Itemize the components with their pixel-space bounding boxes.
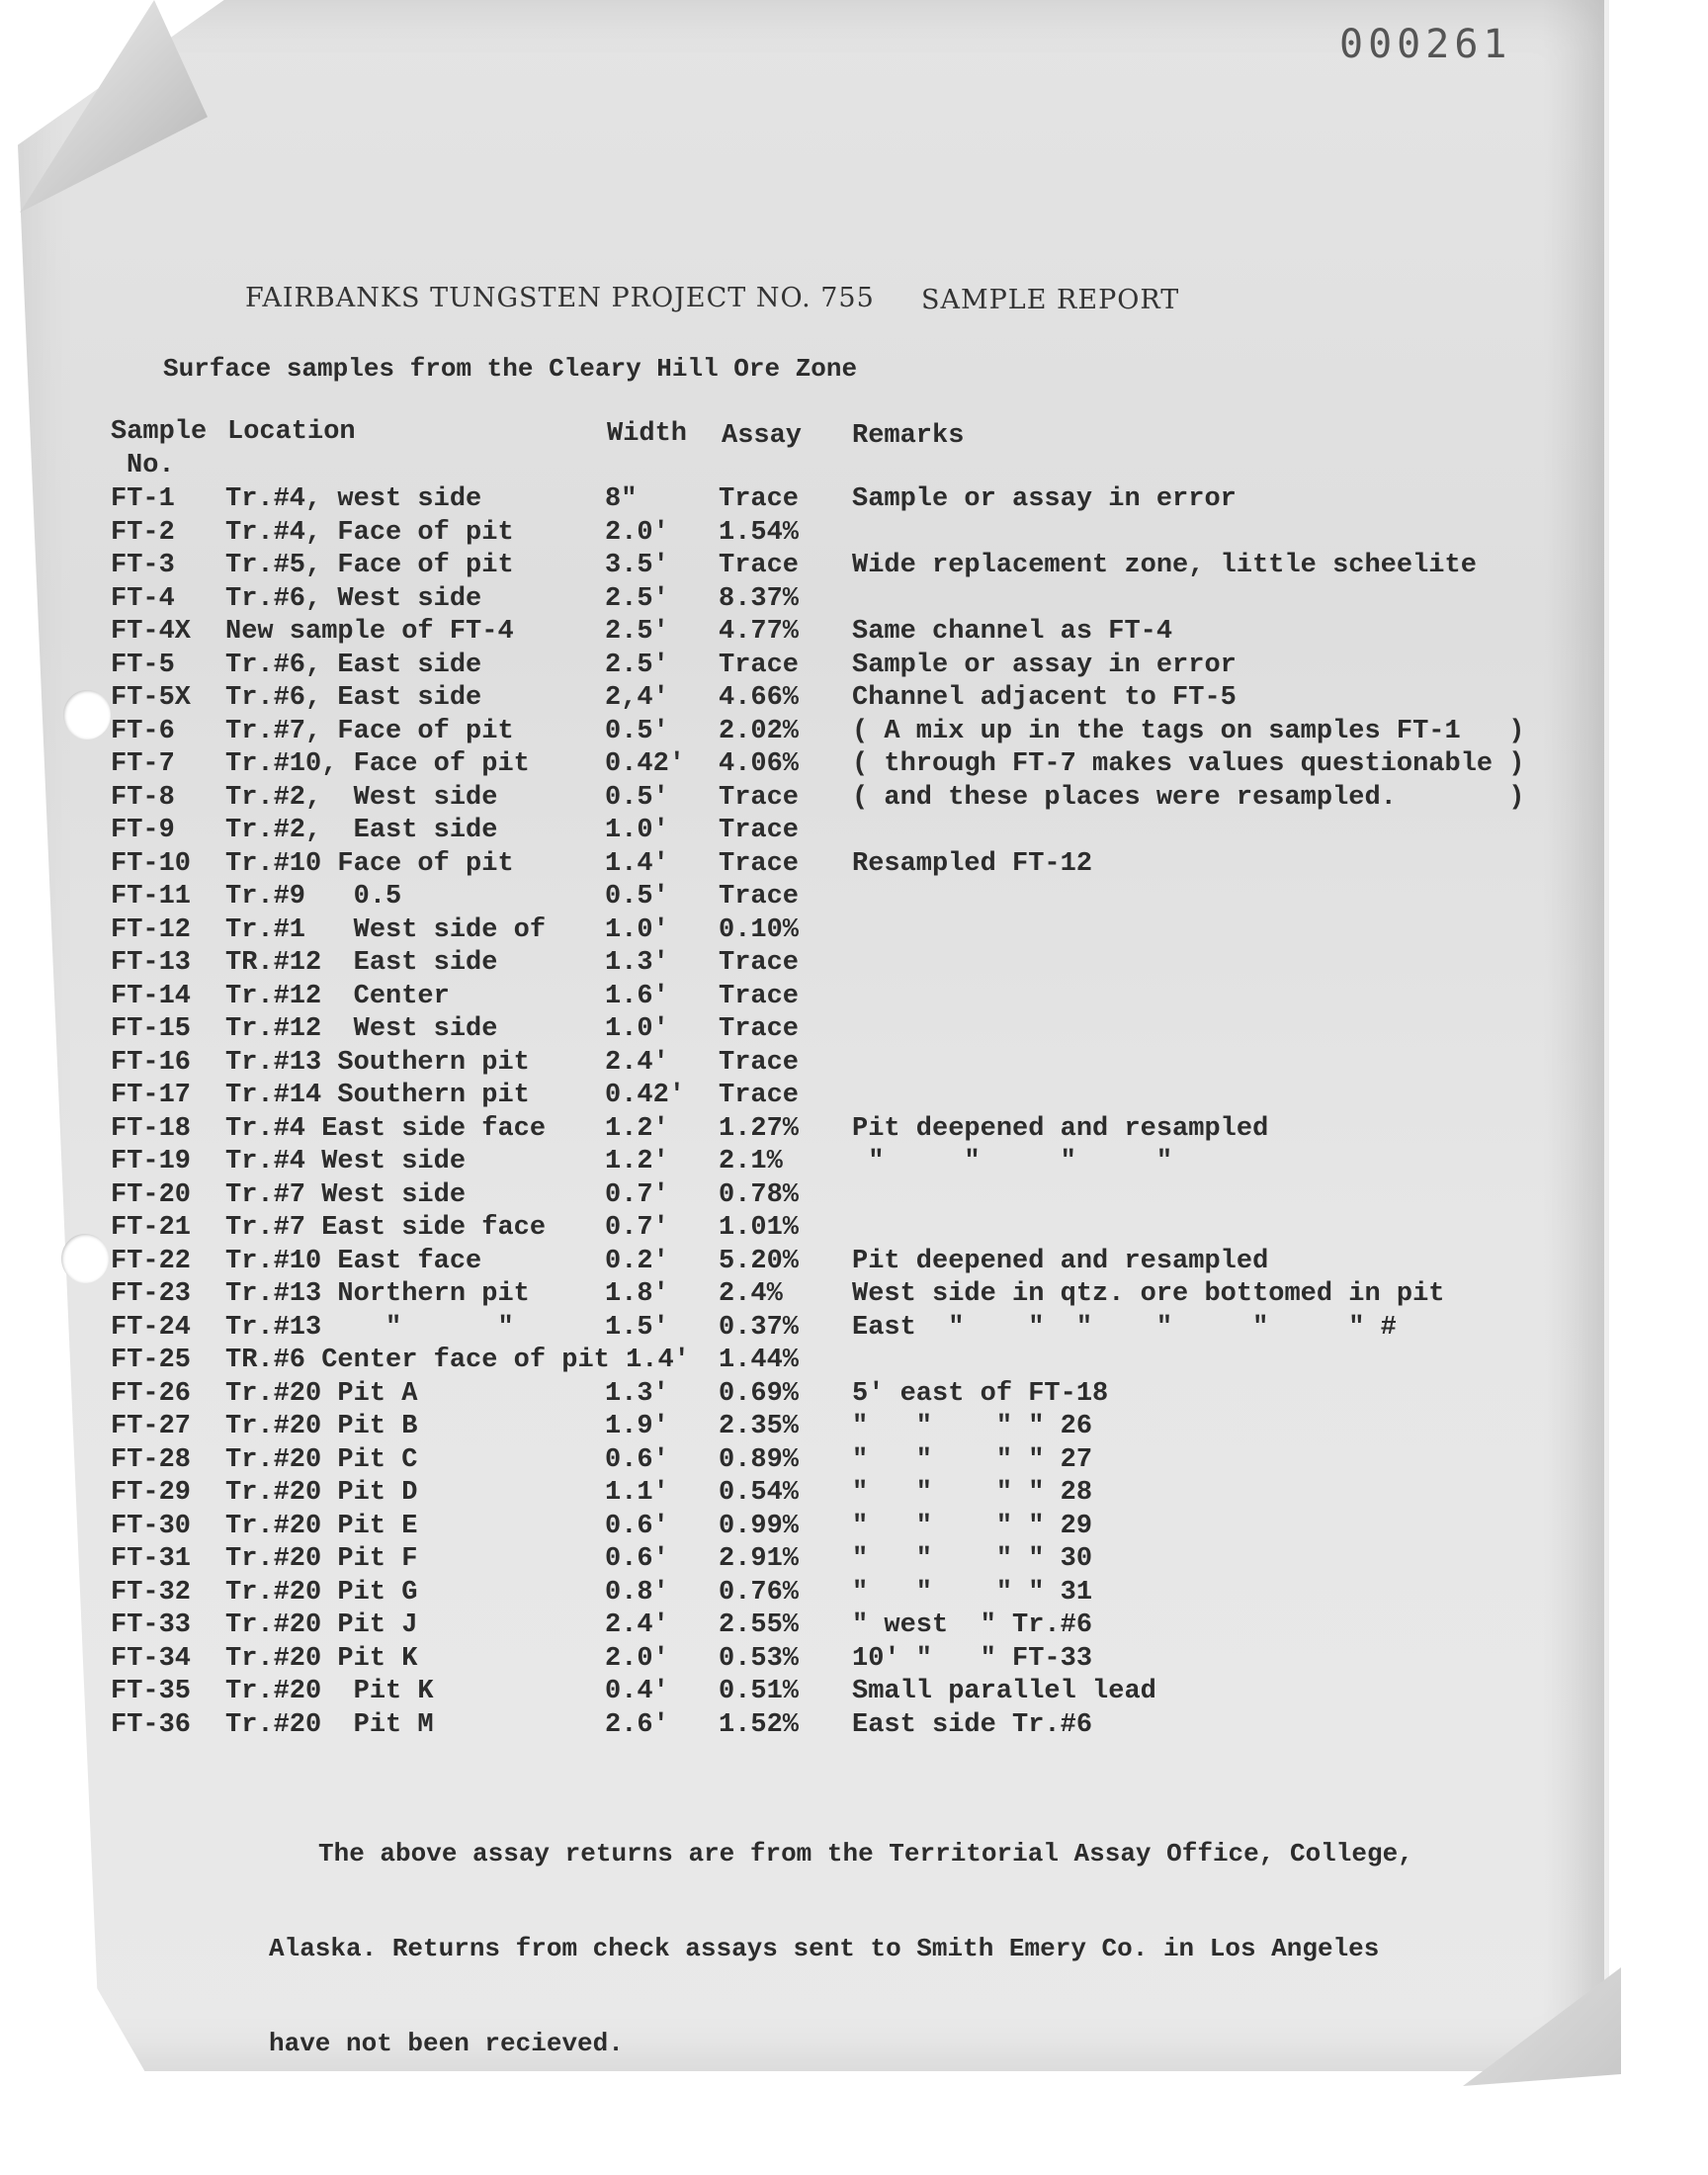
table-row (0, 1081, 1708, 1114)
sample-remarks: Resampled FT-12 (852, 848, 1093, 879)
sample-location: Tr.#12 West side (225, 1014, 498, 1044)
column-header-sample: Sample (111, 417, 208, 447)
sample-assay: Trace (719, 948, 800, 978)
sample-width: 1.2' (605, 1113, 669, 1144)
sample-width: 1.9' (605, 1412, 669, 1441)
table-row (0, 1578, 1708, 1611)
sample-assay: 0.51% (719, 1677, 800, 1706)
sample-remarks: " " " " 28 (852, 1478, 1093, 1508)
column-header-sample-no: No. (127, 451, 175, 480)
sample-assay: Trace (719, 882, 800, 912)
table-row (0, 948, 1708, 982)
sample-number: FT-22 (111, 1246, 192, 1276)
sample-assay: Trace (719, 1014, 800, 1044)
table-row (0, 584, 1708, 618)
sample-remarks: 5' east of FT-18 (852, 1378, 1109, 1409)
sample-location: Tr.#7 East side face (225, 1213, 547, 1243)
table-row (0, 1213, 1708, 1247)
sample-width: 0.42' (605, 749, 686, 779)
report-label: SAMPLE REPORT (921, 285, 1180, 315)
sample-width: 0.8' (605, 1577, 669, 1608)
sample-number: FT-10 (111, 848, 192, 879)
sample-location: Tr.#20 Pit D (225, 1478, 418, 1508)
sample-location: Tr.#6, East side (225, 683, 482, 713)
table-row (0, 717, 1708, 750)
sample-width: 2.0' (605, 517, 669, 548)
sample-remarks: East side Tr.#6 (852, 1709, 1093, 1740)
sample-location: Tr.#7 West side (225, 1179, 467, 1210)
sample-number: FT-9 (111, 816, 175, 845)
sample-number: FT-15 (111, 1014, 192, 1044)
table-row (0, 783, 1708, 817)
sample-remarks: ( and these places were resampled. ) (852, 782, 1525, 813)
table-row (0, 617, 1708, 651)
column-header-assay: Assay (722, 421, 803, 451)
sample-width: 1.5' (605, 1312, 669, 1343)
sample-width: 1.0' (605, 914, 669, 945)
sample-number: FT-7 (111, 749, 175, 779)
table-row (0, 1412, 1708, 1445)
sample-number: FT-25 (111, 1346, 192, 1375)
sample-number: FT-5 (111, 650, 175, 680)
sample-assay: 2.02% (719, 716, 800, 746)
sample-location: Tr.#20 Pit K (225, 1677, 434, 1706)
sample-assay: 0.78% (719, 1179, 800, 1210)
sample-number: FT-13 (111, 948, 192, 978)
sample-remarks: Pit deepened and resampled (852, 1113, 1269, 1144)
sample-number: FT-31 (111, 1544, 192, 1574)
table-row (0, 683, 1708, 717)
sample-assay: 5.20% (719, 1246, 800, 1276)
sample-remarks: Small parallel lead (852, 1677, 1156, 1706)
sample-number: FT-36 (111, 1709, 192, 1740)
sample-number: FT-5X (111, 683, 192, 713)
sample-remarks: ( through FT-7 makes values questionable ) (852, 749, 1525, 779)
sample-number: FT-8 (111, 782, 175, 813)
column-header-width: Width (607, 419, 688, 449)
sample-number: FT-14 (111, 981, 192, 1011)
sample-location: Tr.#7, Face of pit (225, 716, 514, 746)
sample-width: 0.5' (605, 782, 669, 813)
sample-location: Tr.#9 0.5 (225, 882, 402, 912)
sample-number: FT-28 (111, 1444, 192, 1475)
sample-location: Tr.#13 " " (225, 1312, 514, 1343)
sample-remarks: Pit deepened and resampled (852, 1246, 1269, 1276)
sample-assay: 2.4% (719, 1279, 783, 1309)
sample-remarks: Wide replacement zone, little scheelite (852, 551, 1477, 580)
table-row (0, 518, 1708, 552)
sample-assay: 8.37% (719, 583, 800, 614)
sample-remarks: 10' " " FT-33 (852, 1643, 1093, 1674)
sample-assay: 2.91% (719, 1544, 800, 1574)
sample-assay: 0.37% (719, 1312, 800, 1343)
footer-line-1: The above assay returns are from the Territorial Assay Office, College, (318, 1839, 1413, 1869)
sample-location: Tr.#6, East side (225, 650, 482, 680)
sample-assay: Trace (719, 848, 800, 879)
footer-line-3: have not been recieved. (269, 2029, 624, 2058)
sample-width: 1.6' (605, 981, 669, 1011)
table-row (0, 1445, 1708, 1479)
table-row (0, 1247, 1708, 1280)
sample-location: Tr.#4 West side (225, 1147, 467, 1176)
sample-location: TR.#12 East side (225, 948, 498, 978)
sample-number: FT-27 (111, 1412, 192, 1441)
sample-width: 0.5' (605, 716, 669, 746)
sample-remarks: " " " " (852, 1147, 1173, 1176)
sample-assay: 0.69% (719, 1378, 800, 1409)
sample-location: Tr.#20 Pit F (225, 1544, 418, 1574)
sample-assay: Trace (719, 1047, 800, 1078)
sample-location: Tr.#13 Southern pit (225, 1047, 530, 1078)
table-row (0, 982, 1708, 1015)
sample-width: 2,4' (605, 683, 669, 713)
sample-remarks: West side in qtz. ore bottomed in pit (852, 1279, 1445, 1309)
table-row (0, 1180, 1708, 1214)
sample-assay: 0.53% (719, 1643, 800, 1674)
sample-number: FT-29 (111, 1478, 192, 1508)
table-row (0, 1313, 1708, 1347)
table-row (0, 1379, 1708, 1413)
sample-location: TR.#6 Center face of pit 1.4' (225, 1346, 690, 1375)
sample-assay: 1.54% (719, 517, 800, 548)
sample-remarks: " " " " 29 (852, 1511, 1093, 1541)
sample-assay: 0.99% (719, 1511, 800, 1541)
sample-width: 0.6' (605, 1544, 669, 1574)
sample-assay: Trace (719, 782, 800, 813)
sample-remarks: " " " " 26 (852, 1412, 1093, 1441)
sample-width: 8" (605, 484, 638, 514)
sample-assay: 1.01% (719, 1213, 800, 1243)
sample-remarks: ( A mix up in the tags on samples FT-1 ) (852, 716, 1525, 746)
sample-number: FT-26 (111, 1378, 192, 1409)
sample-number: FT-34 (111, 1643, 192, 1674)
sample-number: FT-17 (111, 1081, 192, 1110)
sample-width: 2.5' (605, 583, 669, 614)
sample-width: 2.4' (605, 1610, 669, 1640)
sample-location: Tr.#20 Pit C (225, 1444, 418, 1475)
sample-width: 2.6' (605, 1709, 669, 1740)
sample-width: 0.6' (605, 1444, 669, 1475)
sample-location: Tr.#20 Pit A (225, 1378, 418, 1409)
sample-number: FT-2 (111, 517, 175, 548)
sample-width: 0.7' (605, 1179, 669, 1210)
sample-assay: Trace (719, 484, 800, 514)
report-title: FAIRBANKS TUNGSTEN PROJECT NO. 755 (245, 283, 875, 313)
sample-assay: Trace (719, 551, 800, 580)
sample-number: FT-16 (111, 1047, 192, 1078)
sample-number: FT-18 (111, 1113, 192, 1144)
sample-assay: Trace (719, 650, 800, 680)
sample-location: Tr.#10 East face (225, 1246, 482, 1276)
sample-location: Tr.#4 East side face (225, 1113, 547, 1144)
table-row (0, 1710, 1708, 1744)
table-row (0, 749, 1708, 783)
sample-assay: 1.52% (719, 1709, 800, 1740)
sample-assay: 0.89% (719, 1444, 800, 1475)
table-row (0, 1346, 1708, 1379)
sample-remarks: " " " " 31 (852, 1577, 1093, 1608)
sample-location: Tr.#2, West side (225, 782, 498, 813)
sample-location: Tr.#20 Pit J (225, 1610, 418, 1640)
table-row (0, 1048, 1708, 1082)
sample-number: FT-11 (111, 882, 192, 912)
table-row (0, 1478, 1708, 1512)
sample-remarks: " west " Tr.#6 (852, 1610, 1093, 1640)
sample-location: Tr.#10 Face of pit (225, 848, 514, 879)
sample-number: FT-23 (111, 1279, 192, 1309)
sample-location: Tr.#20 Pit M (225, 1709, 434, 1740)
sample-width: 1.0' (605, 816, 669, 845)
sample-remarks: " " " " 30 (852, 1544, 1093, 1574)
sample-assay: 4.06% (719, 749, 800, 779)
sample-number: FT-33 (111, 1610, 192, 1640)
sample-assay: Trace (719, 1081, 800, 1110)
sample-location: Tr.#13 Northern pit (225, 1279, 530, 1309)
sample-location: Tr.#4, Face of pit (225, 517, 514, 548)
sample-location: Tr.#20 Pit G (225, 1577, 418, 1608)
sample-assay: Trace (719, 816, 800, 845)
table-row (0, 651, 1708, 684)
sample-location: Tr.#12 Center (225, 981, 450, 1011)
sample-number: FT-4X (111, 617, 192, 647)
table-row (0, 849, 1708, 883)
report-subtitle: Surface samples from the Cleary Hill Ore Zone (163, 354, 858, 384)
table-row (0, 915, 1708, 949)
sample-assay: 0.76% (719, 1577, 800, 1608)
sample-assay: 1.44% (719, 1346, 800, 1375)
document-number-stamp: 000261 (1339, 22, 1512, 67)
sample-remarks: Channel adjacent to FT-5 (852, 683, 1237, 713)
sample-width: 2.5' (605, 650, 669, 680)
sample-width: 1.2' (605, 1147, 669, 1176)
column-header-remarks: Remarks (852, 421, 965, 451)
sample-remarks: Same channel as FT-4 (852, 617, 1173, 647)
sample-width: 1.3' (605, 1378, 669, 1409)
sample-width: 1.3' (605, 948, 669, 978)
sample-width: 1.0' (605, 1014, 669, 1044)
sample-width: 1.1' (605, 1478, 669, 1508)
sample-width: 1.8' (605, 1279, 669, 1309)
sample-width: 0.4' (605, 1677, 669, 1706)
sample-number: FT-19 (111, 1147, 192, 1176)
table-row (0, 1644, 1708, 1678)
sample-width: 0.6' (605, 1511, 669, 1541)
sample-number: FT-6 (111, 716, 175, 746)
sample-width: 2.4' (605, 1047, 669, 1078)
table-row (0, 1544, 1708, 1578)
table-row (0, 1512, 1708, 1545)
sample-assay: 4.66% (719, 683, 800, 713)
sample-assay: 2.35% (719, 1412, 800, 1441)
sample-assay: 1.27% (719, 1113, 800, 1144)
sample-width: 2.0' (605, 1643, 669, 1674)
sample-remarks: Sample or assay in error (852, 650, 1237, 680)
sample-assay: 0.10% (719, 914, 800, 945)
sample-location: Tr.#20 Pit K (225, 1643, 418, 1674)
table-row (0, 1610, 1708, 1644)
footer-line-2: Alaska. Returns from check assays sent to Smith Emery Co. in Los Angeles (269, 1934, 1380, 1963)
sample-number: FT-4 (111, 583, 175, 614)
sample-assay: Trace (719, 981, 800, 1011)
sample-location: Tr.#20 Pit B (225, 1412, 418, 1441)
sample-location: Tr.#2, East side (225, 816, 498, 845)
sample-location: Tr.#14 Southern pit (225, 1081, 530, 1110)
table-row (0, 1114, 1708, 1148)
sample-number: FT-12 (111, 914, 192, 945)
footer-note (269, 1775, 1514, 2123)
table-row (0, 551, 1708, 584)
sample-number: FT-30 (111, 1511, 192, 1541)
sample-assay: 0.54% (719, 1478, 800, 1508)
sample-number: FT-1 (111, 484, 175, 514)
sample-location: Tr.#5, Face of pit (225, 551, 514, 580)
sample-assay: 2.55% (719, 1610, 800, 1640)
sample-number: FT-20 (111, 1179, 192, 1210)
table-row (0, 882, 1708, 915)
table-row (0, 816, 1708, 849)
sample-table (0, 484, 1708, 1743)
sample-width: 0.2' (605, 1246, 669, 1276)
sample-remarks: " " " " 27 (852, 1444, 1093, 1475)
sample-width: 2.5' (605, 617, 669, 647)
sample-width: 0.42' (605, 1081, 686, 1110)
sample-remarks: Sample or assay in error (852, 484, 1237, 514)
sample-number: FT-3 (111, 551, 175, 580)
table-row (0, 1147, 1708, 1180)
sample-number: FT-32 (111, 1577, 192, 1608)
sample-location: Tr.#10, Face of pit (225, 749, 530, 779)
sample-width: 0.7' (605, 1213, 669, 1243)
sample-width: 1.4' (605, 848, 669, 879)
sample-location: Tr.#20 Pit E (225, 1511, 418, 1541)
column-header-location: Location (227, 417, 356, 447)
sample-location: Tr.#6, West side (225, 583, 482, 614)
sample-number: FT-35 (111, 1677, 192, 1706)
sample-location: New sample of FT-4 (225, 617, 514, 647)
sample-number: FT-21 (111, 1213, 192, 1243)
sample-location: Tr.#4, west side (225, 484, 482, 514)
sample-width: 0.5' (605, 882, 669, 912)
sample-remarks: East " " " " " " # (852, 1312, 1397, 1343)
sample-number: FT-24 (111, 1312, 192, 1343)
table-row (0, 1279, 1708, 1313)
sample-width: 3.5' (605, 551, 669, 580)
sample-location: Tr.#1 West side of (225, 914, 547, 945)
sample-assay: 4.77% (719, 617, 800, 647)
table-row (0, 484, 1708, 518)
sample-assay: 2.1% (719, 1147, 783, 1176)
table-row (0, 1014, 1708, 1048)
table-row (0, 1677, 1708, 1710)
